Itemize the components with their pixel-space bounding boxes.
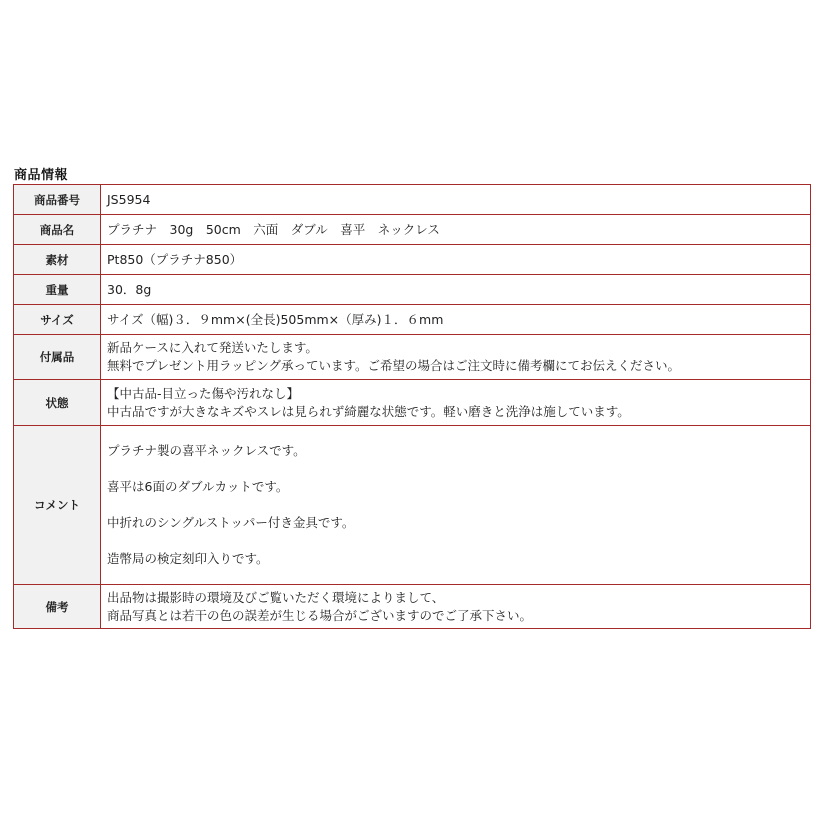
table-row-product-name [14, 215, 811, 245]
table-row-weight [14, 275, 811, 305]
label-product-name: 商品名 [14, 215, 101, 245]
value-line: 喜平は6面のダブルカットです。 [107, 479, 289, 494]
table-row-accessories [14, 335, 811, 380]
value-line: JS5954 [107, 191, 151, 207]
value-line: 30．8g [107, 281, 152, 297]
label-weight: 重量 [14, 275, 101, 305]
table-row-comment [14, 426, 811, 585]
value-line: Pt850（プラチナ850） [107, 251, 243, 267]
value-notes [101, 585, 811, 629]
product-info-table [13, 184, 811, 629]
value-line: 中折れのシングルストッパー付き金具です。 [107, 515, 355, 530]
label-accessories: 付属品 [14, 335, 101, 380]
value-accessories [101, 335, 811, 380]
label-comment: コメント [14, 426, 101, 585]
value-weight [101, 275, 811, 305]
label-product-number: 商品番号 [14, 185, 101, 215]
value-line: 造幣局の検定刻印入りです。 [107, 551, 269, 566]
value-condition [101, 380, 811, 426]
value-line: 出品物は撮影時の環境及びご覧いただく環境によりまして、 [107, 589, 445, 605]
table-row-size [14, 305, 811, 335]
value-line: プラチナ 30g 50cm 六面 ダブル 喜平 ネックレス [107, 221, 440, 237]
value-line: 【中古品-目立った傷や汚れなし】 [107, 385, 300, 401]
value-product-name [101, 215, 811, 245]
value-size [101, 305, 811, 335]
label-material: 素材 [14, 245, 101, 275]
value-line: 商品写真とは若干の色の誤差が生じる場合がございますのでご了承下さい。 [107, 607, 533, 623]
table-row-material [14, 245, 811, 275]
table-row-product-number [14, 185, 811, 215]
section-title: 商品情報 [14, 168, 69, 183]
value-comment [101, 426, 811, 585]
value-line: サイズ（幅)３．９mm×(全長)505mm×（厚み)１．６mm [107, 311, 444, 327]
value-line: プラチナ製の喜平ネックレスです。 [107, 443, 306, 458]
value-product-number [101, 185, 811, 215]
value-line: 新品ケースに入れて発送いたします。 [107, 340, 318, 355]
label-notes: 備考 [14, 585, 101, 629]
table-row-condition [14, 380, 811, 426]
table-row-notes [14, 585, 811, 629]
value-line: 中古品ですが大きなキズやスレは見られず綺麗な状態です。軽い磨きと洗浄は施しています。 [107, 403, 630, 419]
label-size: サイズ [14, 305, 101, 335]
value-material [101, 245, 811, 275]
value-line: 無料でプレゼント用ラッピング承っています。ご希望の場合はご注文時に備考欄にてお伝えください。 [107, 358, 681, 373]
label-condition: 状態 [14, 380, 101, 426]
